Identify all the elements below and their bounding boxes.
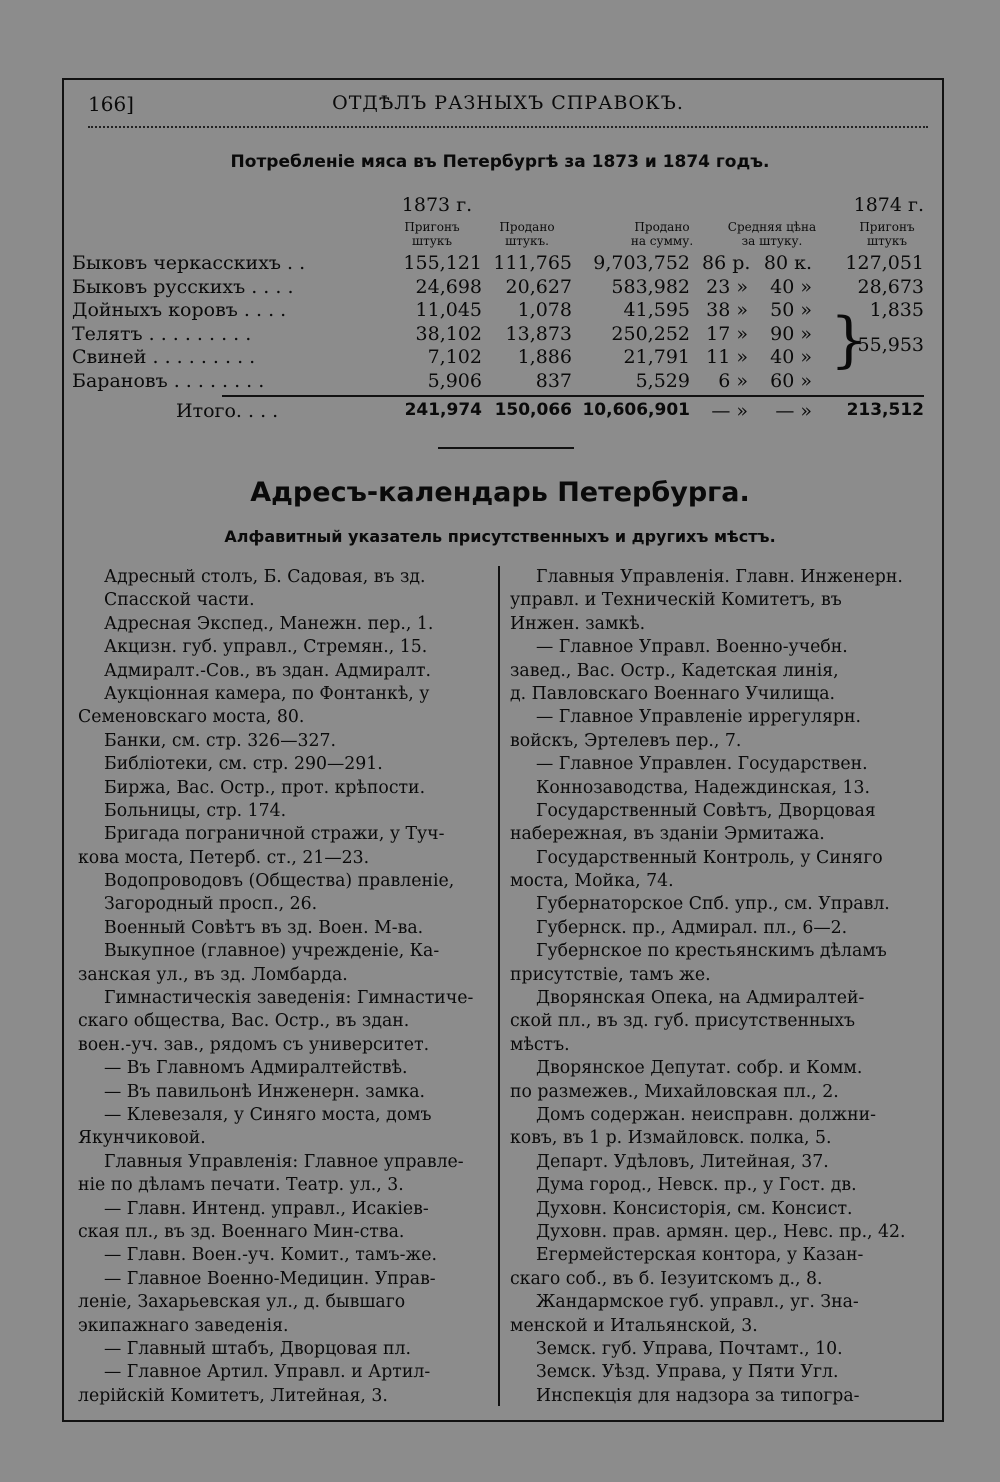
address-line: Якунчиковой. xyxy=(78,1128,206,1149)
address-line: Главныя Управленія: Главное управле- xyxy=(104,1151,464,1172)
address-line: Загородный просп., 26. xyxy=(104,894,318,915)
total-label: Итого. . . . xyxy=(176,400,279,422)
cell-c4: 6 » xyxy=(718,369,748,392)
table-title: Потребленіе мяса въ Петербургѣ за 1873 и 1874 годъ. xyxy=(230,152,770,172)
cell-c2: 837 xyxy=(535,369,572,392)
address-line: — Главн. Интенд. управл., Исакіев- xyxy=(104,1198,429,1219)
address-line: занская ул., въ зд. Ломбарда. xyxy=(78,964,348,985)
address-line: Инспекція для надзора за типогра- xyxy=(536,1385,860,1406)
address-line: — Главное Военно-Медицин. Управ- xyxy=(104,1268,436,1289)
cell-c6: 127,051 xyxy=(845,252,924,274)
address-line: ніе по дѣламъ печати. Театр. ул., 3. xyxy=(78,1175,404,1196)
running-title: ОТДѢЛЪ РАЗНЫХЪ СПРАВОКЪ. xyxy=(332,92,684,114)
address-line: — Главное Управленіе иррегулярн. xyxy=(536,707,861,728)
cell-c3: 250,252 xyxy=(611,322,690,345)
address-line: Дума город., Невск. пр., у Гост. дв. xyxy=(536,1175,857,1196)
address-line: Больницы, стр. 174. xyxy=(104,800,287,821)
address-line: Земск. губ. Управа, Почтамт., 10. xyxy=(536,1338,843,1359)
address-line: — Въ павильонѣ Инженерн. замка. xyxy=(104,1081,426,1102)
cell-c1: 7,102 xyxy=(427,346,482,368)
address-line: Духовн. Консисторія, см. Консист. xyxy=(536,1198,853,1219)
address-line: Инжен. замкѣ. xyxy=(510,613,646,634)
address-line: — Клевезаля, у Синяго моста, домъ xyxy=(104,1104,432,1125)
address-line: воен.-уч. зав., рядомъ съ университет. xyxy=(78,1034,430,1055)
address-line: Водопроводовъ (Общества) правленіе, xyxy=(104,871,455,892)
address-line: Акцизн. губ. управл., Стремян., 15. xyxy=(104,637,428,658)
address-line: — Главное Управл. Военно-учебн. xyxy=(536,637,848,658)
cell-c5: 40 » xyxy=(770,275,812,298)
address-line: Губернаторское Спб. упр., см. Управл. xyxy=(536,894,890,915)
year-1874: 1874 г. xyxy=(853,194,924,216)
column-divider xyxy=(498,566,500,1406)
address-line: экипажнаго заведенія. xyxy=(78,1315,289,1336)
section-separator xyxy=(438,447,574,449)
address-line: Главныя Управленія. Главн. Инженерн. xyxy=(536,567,903,587)
cell-c5: 40 » xyxy=(770,346,812,368)
row-label: Дойныхъ коровъ . . . . xyxy=(72,299,287,321)
address-line: — Въ Главномъ Адмиралтействѣ. xyxy=(104,1058,408,1079)
total-c5: — » xyxy=(775,400,812,422)
address-line: завед., Вас. Остр., Кадетская линія, xyxy=(510,660,839,681)
address-line: Егермейстерская контора, у Казан- xyxy=(536,1245,864,1266)
address-line: — Главн. Воен.-уч. Комит., тамъ-же. xyxy=(104,1245,438,1266)
address-line: Адресный столъ, Б. Садовая, въ зд. xyxy=(104,567,426,587)
address-line: набережная, въ зданіи Эрмитажа. xyxy=(510,824,825,845)
address-line: Выкупное (главное) учрежденіе, Ка- xyxy=(104,941,440,962)
cell-c2: 20,627 xyxy=(505,275,572,298)
address-line: — Главное Артил. Управл. и Артил- xyxy=(104,1362,431,1383)
address-line: кова моста, Петерб. ст., 21—23. xyxy=(78,847,370,868)
brace-group: } xyxy=(830,305,869,375)
cell-c3: 5,529 xyxy=(635,369,690,392)
header-rule xyxy=(88,126,928,136)
address-column-left xyxy=(78,566,498,1408)
page-number: 166] xyxy=(88,92,134,116)
address-line: Домъ содержан. неисправн. должни- xyxy=(536,1104,876,1125)
cell-c4: 38 » xyxy=(706,299,748,321)
address-line: Дворянская Опека, на Адмиралтей- xyxy=(536,988,865,1009)
address-line: моста, Мойка, 74. xyxy=(510,871,674,892)
address-line: по размежев., Михайловская пл., 2. xyxy=(510,1081,839,1102)
col-header-4: Средняя цѣна за штуку. xyxy=(727,220,817,248)
cell-c3: 21,791 xyxy=(623,346,690,368)
address-line: Государственный Контроль, у Синяго xyxy=(536,847,883,868)
cell-c5: 80 к. xyxy=(763,252,812,274)
cell-c2: 1,886 xyxy=(517,346,572,368)
address-line: Коннозаводства, Надеждинская, 13. xyxy=(536,777,870,798)
cell-c6: 1,835 xyxy=(869,299,924,321)
address-line: Государственный Совѣтъ, Дворцовая xyxy=(536,800,876,821)
address-line: Биржа, Вас. Остр., прот. крѣпости. xyxy=(104,777,426,798)
address-line: Библіотеки, см. стр. 290—291. xyxy=(104,754,383,775)
address-line: ской пл., въ зд. губ. присутственныхъ xyxy=(510,1011,855,1032)
address-line: Адмиралт.-Сов., въ здан. Адмиралт. xyxy=(104,660,431,681)
total-c6: 213,512 xyxy=(846,400,924,420)
address-line: Бригада пограничной стражи, у Туч- xyxy=(104,824,445,845)
address-line: Жандармское губ. управл., уг. Зна- xyxy=(536,1292,859,1313)
cell-c2: 111,765 xyxy=(493,252,572,274)
address-line: войскъ, Эртелевъ пер., 7. xyxy=(510,730,742,751)
cell-c1: 155,121 xyxy=(403,252,482,274)
total-c2: 150,066 xyxy=(494,400,572,420)
col-header-3: Продано на сумму. xyxy=(630,220,694,248)
address-line: скаго соб., въ б. Іезуитскомъ д., 8. xyxy=(510,1268,823,1289)
cell-c4: 17 » xyxy=(706,322,748,345)
address-line: Банки, см. стр. 326—327. xyxy=(104,730,336,751)
address-line: скаго общества, Вас. Остр., въ здан. xyxy=(78,1011,410,1032)
address-line: Гимнастическія заведенія: Гимнастиче- xyxy=(104,988,474,1009)
address-line: лерійскій Комитетъ, Литейная, 3. xyxy=(78,1385,388,1406)
cell-c5: 90 » xyxy=(770,322,812,345)
cell-c1: 5,906 xyxy=(427,369,482,392)
col-header-2: Продано штукъ. xyxy=(499,220,555,248)
address-line: ковъ, въ 1 р. Измайловск. полка, 5. xyxy=(510,1128,832,1149)
row-label: Телятъ . . . . . . . . . xyxy=(72,322,252,345)
col-header-5: Пригонъ штукъ xyxy=(859,220,915,248)
address-line: Губернск. пр., Адмирал. пл., 6—2. xyxy=(536,917,848,938)
address-line: присутствіе, тамъ же. xyxy=(510,964,711,985)
address-line: Адресная Экспед., Манежн. пер., 1. xyxy=(104,613,434,634)
row-label: Быковъ черкасскихъ . . xyxy=(72,252,306,274)
address-line: управл. и Техническій Комитетъ, въ xyxy=(510,590,842,611)
address-line: менской и Итальянской, 3. xyxy=(510,1315,758,1336)
address-line: Аукціонная камера, по Фонтанкѣ, у xyxy=(104,683,430,704)
address-line: Военный Совѣтъ въ зд. Воен. М-ва. xyxy=(104,917,424,938)
address-column-right xyxy=(510,566,930,1408)
address-line: Земск. Уѣзд. Управа, у Пяти Угл. xyxy=(536,1362,839,1383)
address-line: ская пл., въ зд. Военнаго Мин-ства. xyxy=(78,1221,405,1242)
year-1873: 1873 г. xyxy=(401,194,473,216)
address-line: Семеновскаго моста, 80. xyxy=(78,707,305,728)
address-line: — Главное Управлен. Государствен. xyxy=(536,754,868,775)
cell-c1: 38,102 xyxy=(415,322,482,345)
address-line: Департ. Удѣловъ, Литейная, 37. xyxy=(536,1151,829,1172)
row-label: Барановъ . . . . . . . . xyxy=(72,369,265,392)
cell-c6: 55,953 xyxy=(857,334,924,356)
cell-c5: 60 » xyxy=(770,369,812,392)
total-rule xyxy=(222,395,924,397)
total-c3: 10,606,901 xyxy=(582,400,690,420)
cell-c3: 583,982 xyxy=(611,275,690,298)
calendar-title: Адресъ-календарь Петербурга. xyxy=(250,477,750,508)
row-label: Свиней . . . . . . . . . xyxy=(72,346,256,368)
cell-c4: 86 р. xyxy=(702,252,751,274)
cell-c2: 13,873 xyxy=(505,322,572,345)
total-c1: 241,974 xyxy=(404,400,482,420)
total-c4: — » xyxy=(711,400,748,422)
row-label: Быковъ русскихъ . . . . xyxy=(72,275,294,298)
address-line: д. Павловскаго Военнаго Училища. xyxy=(510,683,835,704)
cell-c2: 1,078 xyxy=(517,299,572,321)
address-line: мѣстъ. xyxy=(510,1034,570,1055)
address-line: Губернское по крестьянскимъ дѣламъ xyxy=(536,941,887,962)
address-line: леніе, Захарьевская ул., д. бывшаго xyxy=(78,1292,406,1313)
cell-c1: 24,698 xyxy=(415,275,482,298)
cell-c4: 11 » xyxy=(706,346,748,368)
address-line: — Главный штабъ, Дворцовая пл. xyxy=(104,1338,412,1359)
cell-c3: 41,595 xyxy=(623,299,690,321)
cell-c1: 11,045 xyxy=(415,299,482,321)
address-line: Духовн. прав. армян. цер., Невс. пр., 42. xyxy=(536,1221,906,1242)
address-line: Спасской части. xyxy=(104,590,255,611)
calendar-subtitle: Алфавитный указатель присутственныхъ и другихъ мѣстъ. xyxy=(224,527,776,546)
cell-c3: 9,703,752 xyxy=(593,252,690,274)
cell-c5: 50 » xyxy=(770,299,812,321)
address-line: Дворянское Депутат. собр. и Комм. xyxy=(536,1058,863,1079)
cell-c6: 28,673 xyxy=(857,275,924,298)
cell-c4: 23 » xyxy=(706,275,748,298)
page-header xyxy=(88,92,928,128)
col-header-1: Пригонъ штукъ xyxy=(404,220,460,248)
